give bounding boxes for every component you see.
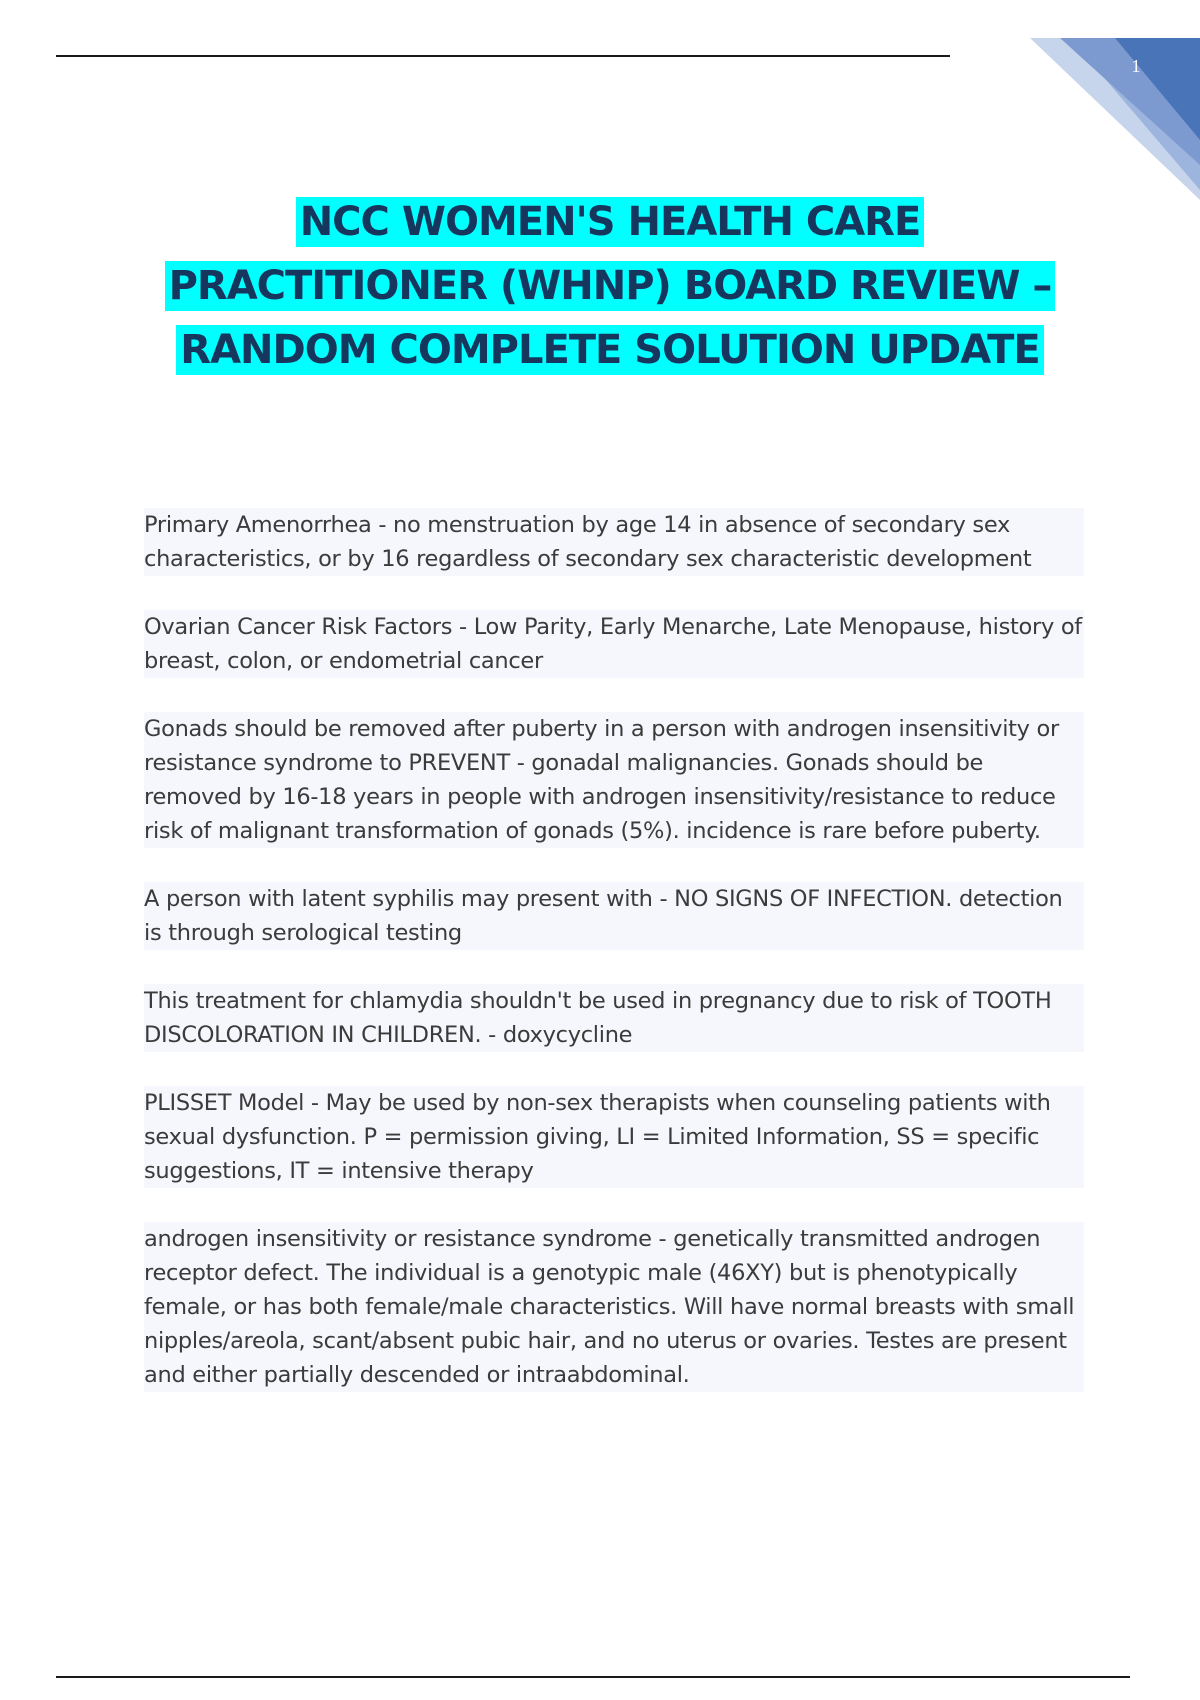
document-body (144, 508, 1084, 1426)
entry-primary-amenorrhea: Primary Amenorrhea - no menstruation by age 14 in absence of secondary sex characteristics, or by 16 regardless of secondary sex characteristic development (144, 508, 1084, 576)
title-line-3-text: RANDOM COMPLETE SOLUTION UPDATE (176, 325, 1043, 375)
header-rule (56, 55, 950, 57)
entry-latent-syphilis: A person with latent syphilis may present with - NO SIGNS OF INFECTION. detection is through serological testing (144, 882, 1084, 950)
title-line-3 (100, 318, 1120, 382)
footer-rule (56, 1676, 1130, 1678)
entry-chlamydia-treatment: This treatment for chlamydia shouldn't be used in pregnancy due to risk of TOOTH DISCOLORATION IN CHILDREN. - doxycycline (144, 984, 1084, 1052)
page-number: 1 (1131, 56, 1141, 76)
entry-plisset-model: PLISSET Model - May be used by non-sex therapists when counseling patients with sexual dysfunction. P = permission giving, LI = Limited Information, SS = specific suggestions, IT = intensive therapy (144, 1086, 1084, 1188)
corner-decoration (950, 0, 1200, 200)
title-line-1-text: NCC WOMEN'S HEALTH CARE (296, 197, 925, 247)
document-title (100, 190, 1120, 382)
entry-ovarian-cancer-risk: Ovarian Cancer Risk Factors - Low Parity, Early Menarche, Late Menopause, history of breast, colon, or endometrial cancer (144, 610, 1084, 678)
title-line-1 (100, 190, 1120, 254)
entry-gonad-removal: Gonads should be removed after puberty in a person with androgen insensitivity or resistance syndrome to PREVENT - gonadal malignancies. Gonads should be removed by 16-18 years in people with androgen insensitivity/resistance to reduce risk of malignant transformation of gonads (5%). incidence is rare before puberty. (144, 712, 1084, 848)
title-line-2 (100, 254, 1120, 318)
title-line-2-text: PRACTITIONER (WHNP) BOARD REVIEW – (165, 261, 1056, 311)
entry-androgen-insensitivity: androgen insensitivity or resistance syndrome - genetically transmitted androgen receptor defect. The individual is a genotypic male (46XY) but is phenotypically female, or has both female/male characteristics. Will have normal breasts with small nipples/areola, scant/absent pubic hair, and no uterus or ovaries. Testes are present and either partially descended or intraabdominal. (144, 1222, 1084, 1392)
